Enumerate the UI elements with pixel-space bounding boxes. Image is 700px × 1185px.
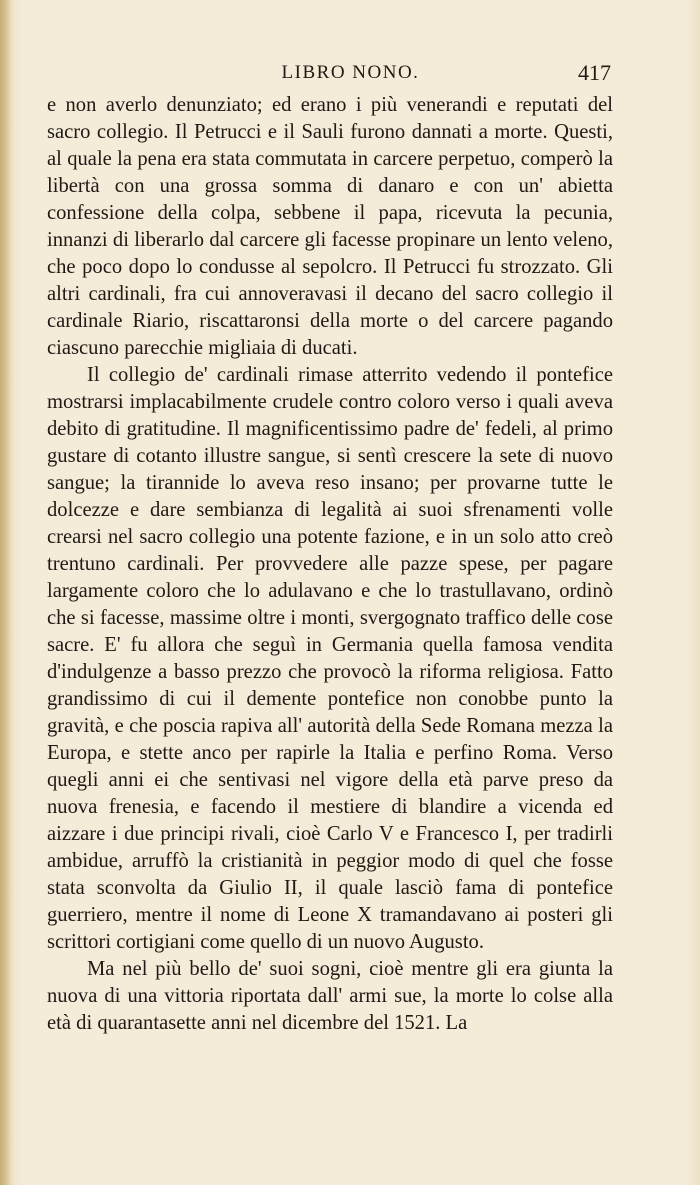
paragraph: Il collegio de' cardinali rimase atterrito vedendo il pontefice mostrarsi implacabilmente crudele contro coloro verso i quali aveva debito di gratitudine. Il magnificentissimo padre de' fedeli, al primo gustare di cotanto illustre sangue, si sentì crescere la sete di nuovo sangue; la tirannide lo aveva reso insano; per provarne tutte le dolcezze e dare sembianza di legalità ai suoi sfrenamenti volle crearsi nel sacro collegio una potente fazione, e in un solo atto creò trentuno cardinali. Per provvedere alle pazze spese, per pagare largamente coloro che lo adulavano e che lo trastullavano, ordinò che si facesse, massime oltre i monti, svergognato traffico delle cose sacre. E' fu allora che seguì in Germania quella famosa vendita d'indulgenze a basso prezzo che provocò la riforma religiosa. Fatto grandissimo di cui il demente pontefice non conobbe punto la gravità, e che poscia rapiva all' autorità della Sede Romana mezza la Europa, e stette anco per rapirle la Italia e perfino Roma. Verso quegli anni ei che sentivasi nel vigore della età parve preso da nuova frenesia, e facendo il mestiere di blandire a vicenda ed aizzare i due principi rivali, cioè Carlo V e Francesco I, per tradirli ambidue, arruffò la cristianità in peggior modo di quel che fosse stata sconvolta da Giulio II, il quale lasciò fama di pontefice guerriero, mentre il nome di Leone X tramandavano ai posteri gli scrittori cortigiani come quello di un nuovo Augusto. — [47, 364, 613, 953]
running-head: LIBRO NONO. — [281, 62, 420, 83]
paragraph-continuation: e non averlo denunziato; ed erano i più venerandi e reputati del sacro collegio. Il Petrucci e il Sauli furono dannati a morte. Questi, al quale la pena era stata commutata in carcere perpetuo, comperò la libertà con una grossa somma di danaro e con un' abietta confessione della colpa, sebbene il papa, ricevuta la pecunia, innanzi di liberarlo dal carcere gli facesse propinare un lento veleno, che poco dopo lo condusse al sepolcro. Il Petrucci fu strozzato. Gli altri cardinali, fra cui annoveravasi il decano del sacro collegio il cardinale Riario, riscattaronsi della morte o del carcere pagando ciascuno parecchie migliaia di ducati. — [47, 94, 613, 359]
page-gutter-shadow — [0, 0, 14, 1185]
paragraph: Ma nel più bello de' suoi sogni, cioè mentre gli era giunta la nuova di una vittoria riportata dall' armi sue, la morte lo colse alla età di quarantasette anni nel dicembre del 1521. La — [47, 958, 613, 1034]
body-text — [47, 92, 613, 1037]
page-header — [48, 62, 613, 90]
page-number: 417 — [578, 60, 611, 85]
